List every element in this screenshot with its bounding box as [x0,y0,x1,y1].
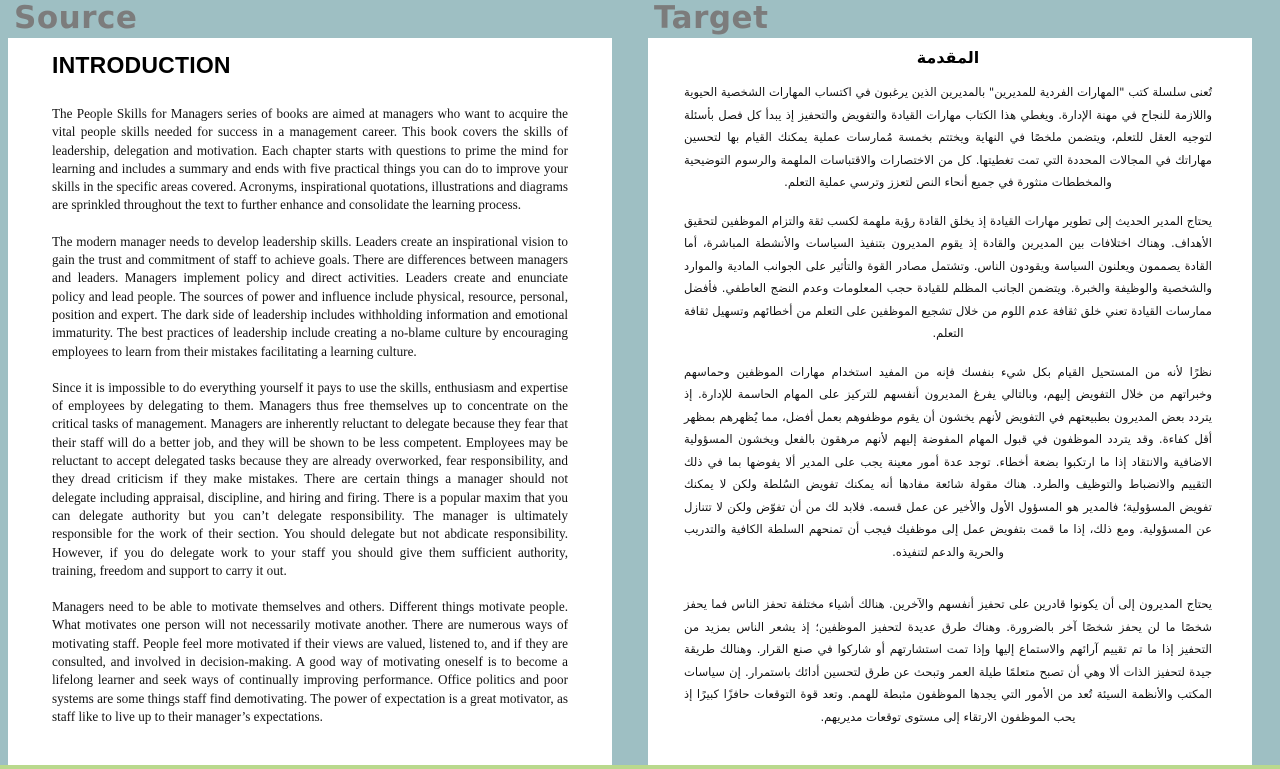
bottom-accent-bar [0,765,1280,769]
target-pane-label: Target [654,0,769,36]
source-document-title: INTRODUCTION [52,52,231,78]
target-document-body [648,38,1252,765]
target-paragraph: نظرًا لأنه من المستحيل القيام بكل شيء بنفسك فإنه من المفيد استخدام مهارات الموظفين وحماسهم وخبراتهم من خلال التفويض إليهم، وبالتالي يفرغ المديرون أنفسهم للتركيز على المهام الحاسمة للإدارة. إذ يتردد بعض المديرون بطبيعتهم في التفويض لأنهم يخشون أن يقوم موظفوهم بعمل أفضل، مما يُظهرهم بمظهر أقل كفاءة. وقد يتردد الموظفون في قبول المهام المفوضة إليهم لأنهم مرهقون بالفعل ويخشون المسؤولية الاضافية والانتقاد إذا ما ارتكبوا بضعة أخطاء. توجد عدة أمور معينة يجب على المدير ألا يفوضها بما في ذلك التقييم والانضباط والتوظيف والطرد. هناك مقولة شائعة مفادها أنه يمكنك تفويض السُلطة ولكن لا يمكنك تفويض المسؤولية؛ فالمدير هو المسؤول الأول والأخير عن عمل قسمه. فلابد لك من أن تفوّض ولكن لا تتنازل عن المسؤولية. ومع ذلك، إذا ما قمت بتفويض عمل إلى موظفيك فيجب أن تمنحهم السلطة الكافية والتدريب والحرية والدعم لتنفيذه. [684,364,1212,559]
target-paragraph: تُعنى سلسلة كتب "المهارات الفردية للمديرين" بالمديرين الذين يرغبون في اكتساب المهارات الشخصية الحيوية واللازمة للنجاح في مهنة الإدارة. ويغطي هذا الكتاب مهارات القيادة والتفويض والتحفيز إذ يبدأ كل فصل بأسئلة لتوجيه العقل للتعلم، ويتضمن ملخصًا في النهاية ويختتم بخمسة مُمارسات عملية يمكنك القيام بها لتحسين مهاراتك في المجالات المحددة التي تمت تغطيتها. كل من الاختصارات والاقتباسات الملهمة والرسوم التوضيحية والمخططات منثورة في جميع أنحاء النص لتعزز وترسي عملية التعلم. [684,85,1212,189]
source-paragraph: The modern manager needs to develop leadership skills. Leaders create an inspirational vision to gain the trust and commitment of staff to achieve goals. There are differences between managers and leaders. Managers implement policy and direct activities. Leaders create and enunciate policy and lead people. The sources of power and influence include physical, resource, personal, position and expert. The dark side of leadership includes withholding information and emotional immaturity. The best practices of leadership include creating a no-blame culture by encouraging employees to learn from their mistakes facilitating a learning culture. [52,233,568,359]
target-document-title: المقدمة [916,48,980,67]
source-document-pane[interactable] [8,38,612,765]
source-pane-label: Source [14,0,138,36]
target-document-pane[interactable] [648,38,1252,765]
target-paragraph: يحتاج المديرون إلى أن يكونوا قادرين على تحفيز أنفسهم والآخرين. هنالك أشياء مختلفة تحفز الناس فما يحفز شخصًا ما لن يحفز شخصًا آخر بالضرورة. وهناك طرق عديدة لتحفيز الموظفين؛ إذ يشعر الناس بمزيد من التحفيز إذا ما تم تقييم آرائهم والاستماع إليها وإذا تمت استشارتهم أو شاركوا في صنع القرار. وهنالك طريقة جيدة لتحفيز الذات ألا وهي أن تصبح متعلمًا طيلة العمر وتبحث عن طرق لتحسين أدائك باستمرار. إن سياسات المكتب والأنظمة السيئة تُعد من الأمور التي يجدها الموظفون مثبطة للهمم. وتعد قوة التوقعات حافزًا كبيرًا إذ يحب الموظفون الارتقاء إلى مستوى توقعات مديريهم. [684,597,1212,724]
target-paragraph: يحتاج المدير الحديث إلى تطوير مهارات القيادة إذ يخلق القادة رؤية ملهمة لكسب ثقة والتزام الموظفين لتحقيق الأهداف. وهناك اختلافات بين المديرين والقادة إذ يقوم المديرون بتنفيذ السياسات والأنشطة المباشرة، أما القادة يصممون ويعلنون السياسة ويقودون الناس. وتشتمل مصادر القوة والتأثير على الجوانب المادية والموارد والشخصية والوظيفة والخبرة. ويتضمن الجانب المظلم للقيادة حجب المعلومات وعدم النضج العاطفي. فأفضل ممارسات القيادة تعني خلق ثقافة عدم اللوم من خلال تشجيع الموظفين على التعلم من أخطائهم وتسهيل ثقافة التعلم. [684,213,1212,340]
source-paragraph: Managers need to be able to motivate themselves and others. Different things motivate people. What motivates one person will not necessarily motivate another. There are numerous ways of motivating staff. People feel more motivated if their views are valued, listened to, and if they are consulted, and involved in decision-making. A good way of motivating oneself is to become a lifelong learner and seek ways of continually improving performance. Office politics and poor systems are some things staff find demotivating. The power of expectation is a great motivator, as staff like to live up to their manager’s expectations. [52,599,568,724]
source-paragraph: The People Skills for Managers series of books are aimed at managers who want to acquire the vital people skills needed for success in a management career. This book covers the skills of leadership, delegation and motivation. Each chapter starts with questions to prime the mind for learning and includes a summary and ends with five practical things you can do to improve your skills in the specific areas covered. Acronyms, inspirational quotations, illustrations and diagrams are sprinkled throughout the text to further enhance and consolidate the learning process. [52,106,568,213]
source-paragraph: Since it is impossible to do everything yourself it pays to use the skills, enthusiasm and expertise of employees by delegating to them. Managers thus free themselves up to concentrate on the critical tasks of management. Managers are inherently reluctant to delegate because they fear that their staff will do a better job, and they will be shown to be less competent. Employees may be reluctant to accept delegated tasks because they are already overworked, fear responsibility, and they dread criticism if they make mistakes. There are certain things a manager should not delegate including appraisal, discipline, and hiring and firing. There is a popular maxim that you can delegate authority but you can’t delegate responsibility. The manager is ultimately responsible for the work of their section. You should delegate but not abdicate responsibility. However, if you do delegate work to your staff you should give them sufficient authority, training, freedom and support to carry it out. [52,379,568,578]
source-document-body [8,38,612,765]
